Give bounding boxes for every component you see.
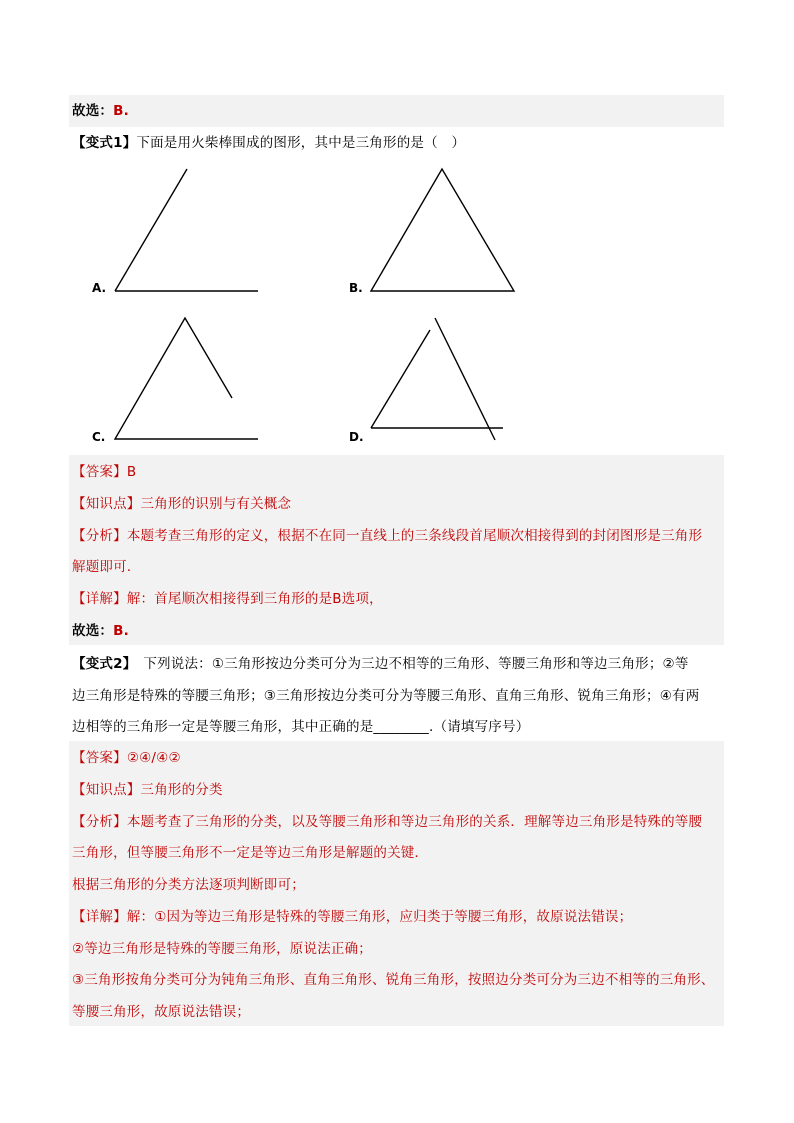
q2-detail-line2: ②等边三角形是特殊的等腰三角形，原说法正确；	[72, 941, 373, 957]
q1-question: 【变式1】下面是用火柴棒围成的图形，其中是三角形的是（ ）	[72, 135, 466, 151]
q1-detail: 【详解】解：首尾顺次相接得到三角形的是B选项，	[72, 591, 383, 607]
q1-analysis-line1: 【分析】本题考查三角形的定义，根据不在同一直线上的三条线段首尾顺次相接得到的封闭图形是三角形	[72, 528, 703, 544]
q2-question-line2: 边三角形是特殊的等腰三角形；③三角形按边分类可分为等腰三角形、直角三角形、锐角三角形；④有两	[72, 688, 700, 704]
q2-question-line1: 【变式2】 下列说法：①三角形按边分类可分为三边不相等的三角形、等腰三角形和等边三角形；②等	[72, 656, 689, 672]
q2-tag: 【变式2】	[72, 656, 130, 672]
q1-analysis-line2: 解题即可.	[72, 559, 132, 575]
figure-d-left-stick	[371, 330, 430, 428]
option-c-label: C.	[92, 430, 106, 444]
option-a-label: A.	[92, 281, 107, 295]
q2-analysis-line1: 【分析】本题考查了三角形的分类，以及等腰三角形和等边三角形的关系．理解等边三角形是特殊的等腰	[72, 814, 703, 830]
q1-knowledge-point: 【知识点】三角形的识别与有关概念	[72, 496, 292, 512]
q2-method-line: 根据三角形的分类方法逐项判断即可；	[72, 877, 305, 893]
option-d-label: D.	[349, 430, 364, 444]
q2-detail-line4: 等腰三角形，故原说法错误；	[72, 1004, 251, 1020]
q2-detail-line3: ③三角形按角分类可分为钝角三角形、直角三角形、锐角三角形，按照边分类可分为三边不相等的三角形、	[72, 972, 715, 988]
q2-detail-line1: 【详解】解：①因为等边三角形是特殊的等腰三角形，应归类于等腰三角形，故原说法错误；	[72, 909, 633, 925]
q1-answer: 【答案】B	[72, 464, 137, 480]
option-b-label: B.	[349, 281, 363, 295]
figure-d-right-stick	[435, 318, 495, 440]
q2-answer: 【答案】②④/④②	[72, 750, 181, 766]
q1-final-answer: 故选：B.	[72, 623, 129, 639]
q2-question-line3: 边相等的三角形一定是等腰三角形，其中正确的是________.（请填写序号）	[72, 719, 530, 735]
q2-analysis-line2: 三角形，但等腰三角形不一定是等边三角形是解题的关键．	[72, 845, 429, 861]
q1-tag: 【变式1】	[72, 135, 137, 151]
q2-knowledge-point: 【知识点】三角形的分类	[72, 782, 223, 798]
final-answer-prev: 故选：B.	[72, 103, 129, 119]
